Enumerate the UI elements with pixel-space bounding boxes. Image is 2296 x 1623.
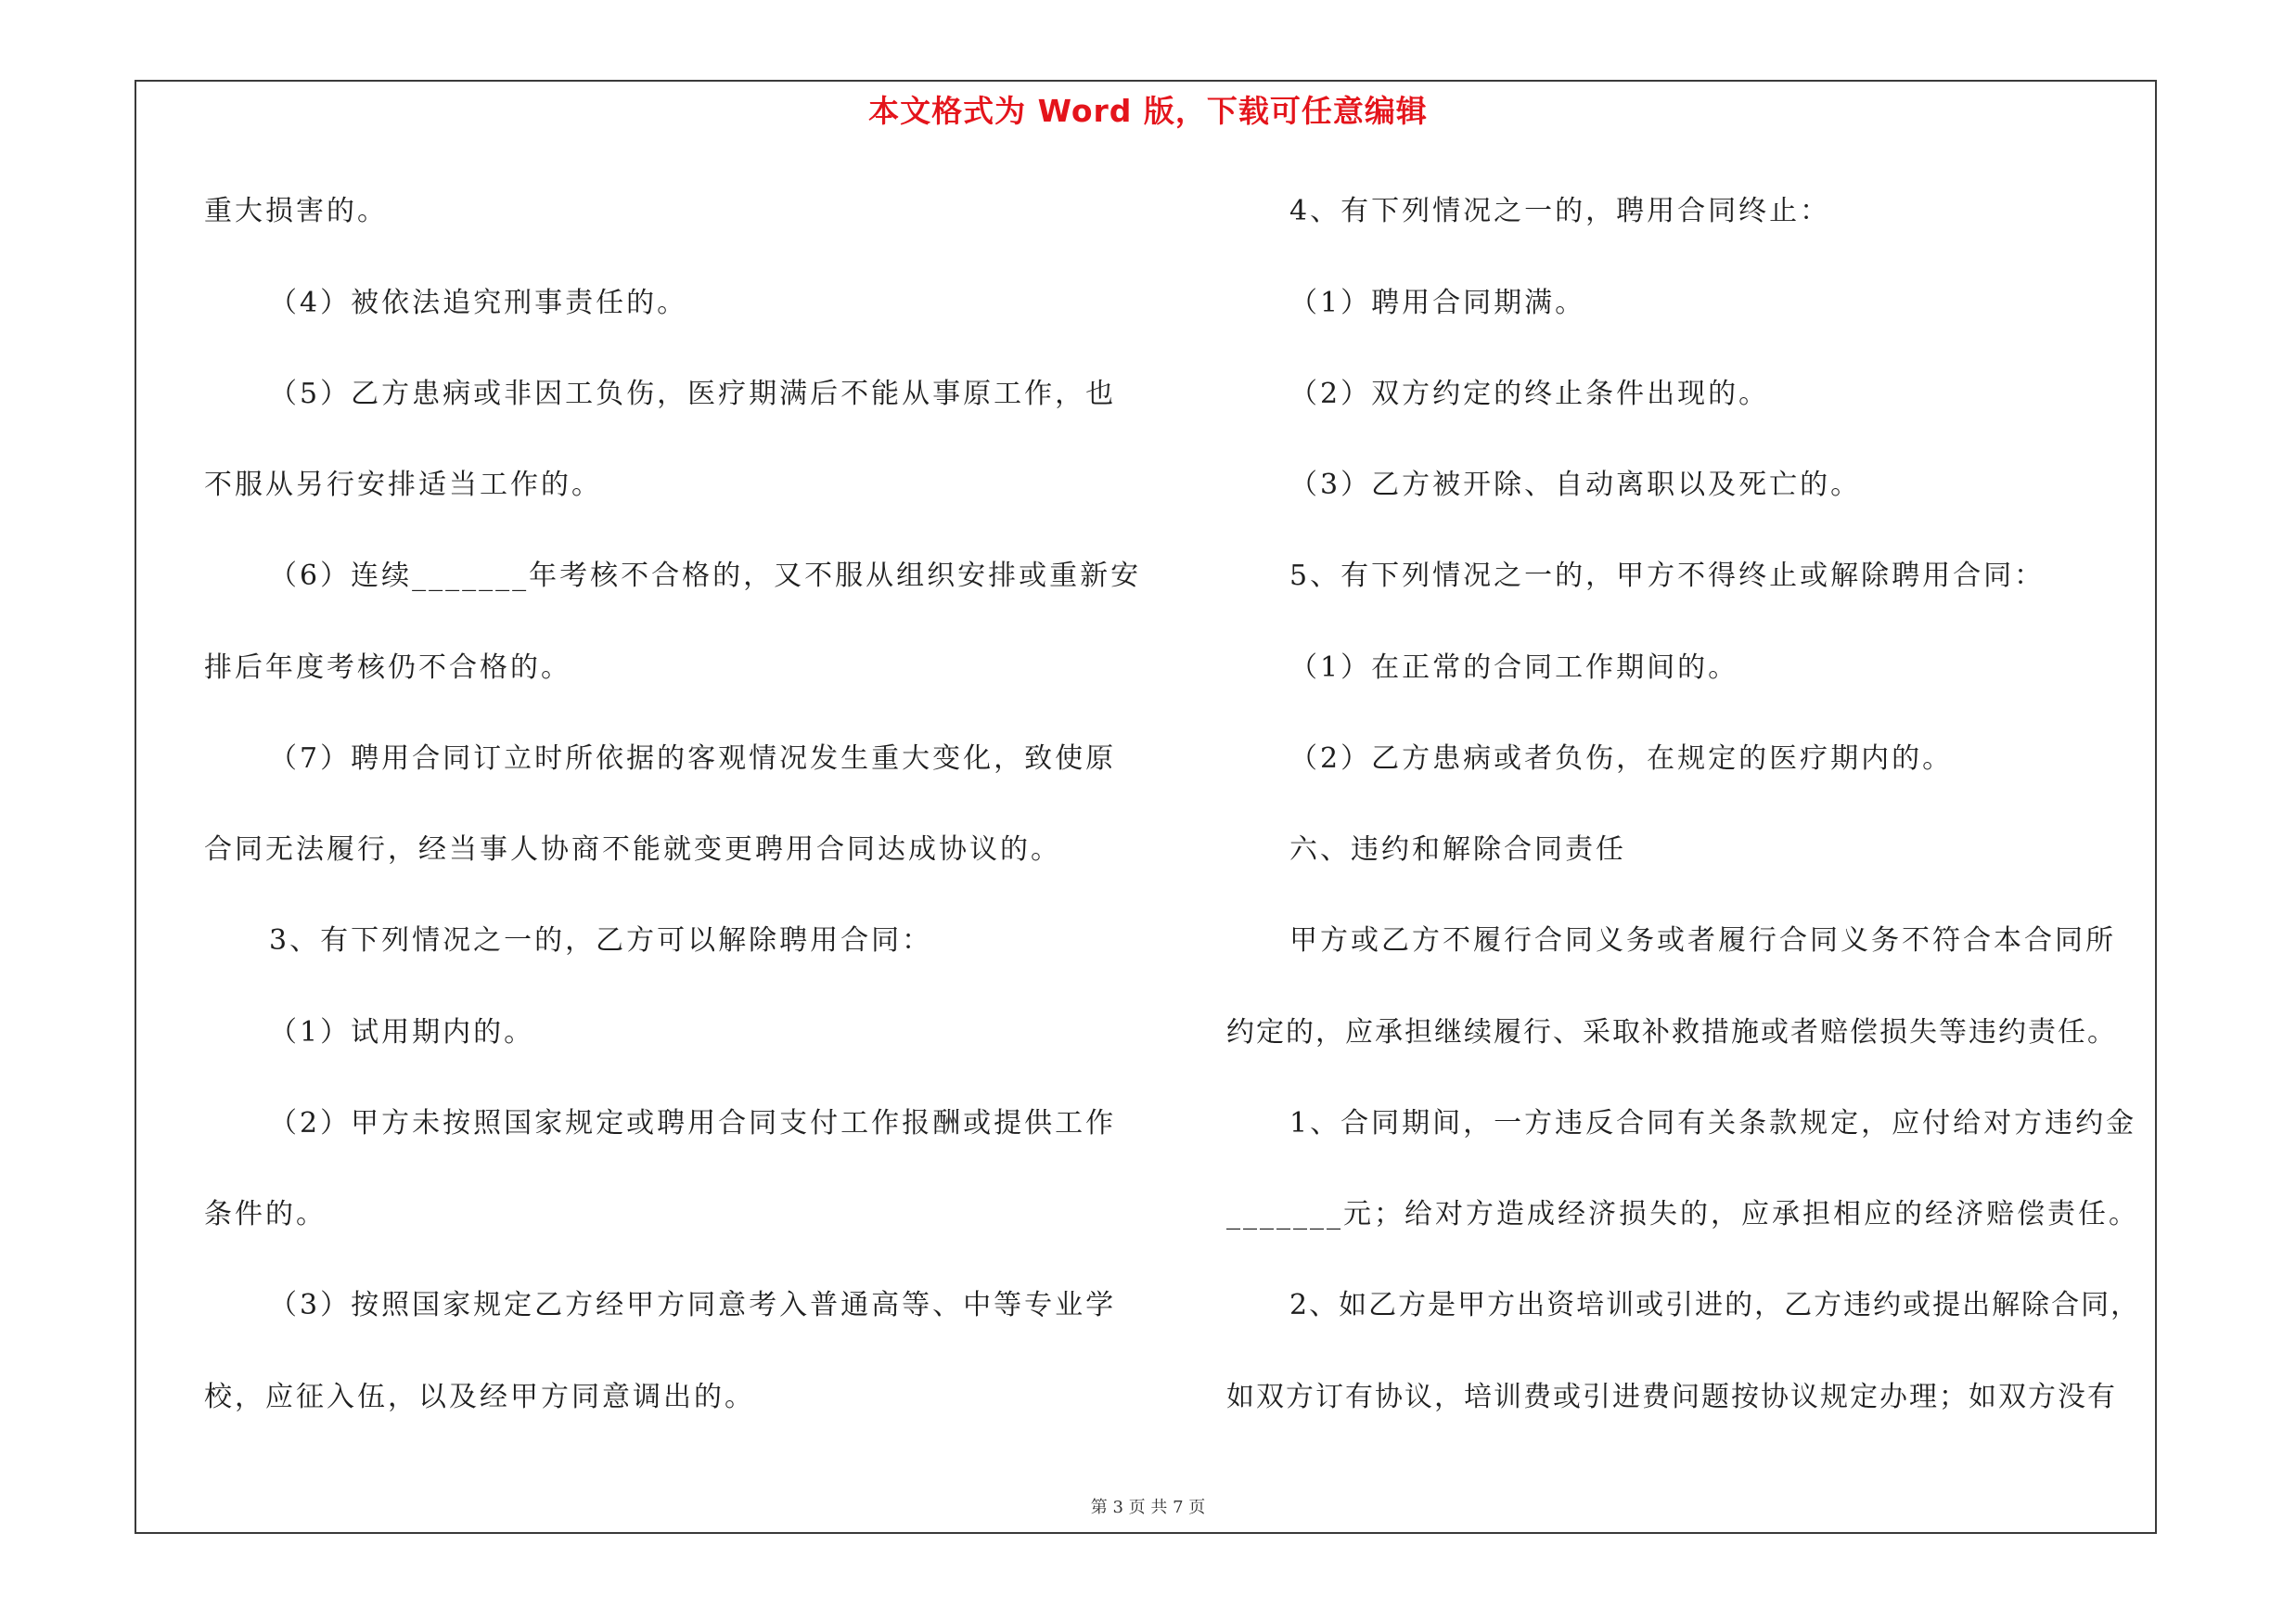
right-line-1: 4、有下列情况之一的，聘用合同终止： — [1289, 195, 1831, 227]
right-line-13: 2、如乙方是甲方出资培训或引进的，乙方违约或提出解除合同， — [1289, 1289, 2141, 1321]
right-line-9: 甲方或乙方不履行合同义务或者履行合同义务不符合本合同所 — [1289, 924, 2116, 957]
left-line-3: （5）乙方患病或非因工负伤，医疗期满后不能从事原工作，也 — [269, 378, 1117, 410]
left-line-8: 合同无法履行，经当事人协商不能就变更聘用合同达成协议的。 — [204, 833, 1061, 866]
right-line-7: （2）乙方患病或者负伤，在规定的医疗期内的。 — [1289, 742, 1954, 775]
right-line-10: 约定的，应承担继续履行、采取补救措施或者赔偿损失等违约责任。 — [1226, 1016, 2117, 1049]
right-line-12: _______元；给对方造成经济损失的，应承担相应的经济赔偿责任。 — [1226, 1198, 2139, 1230]
left-line-5: （6）连续_______年考核不合格的，又不服从组织安排或重新安 — [269, 560, 1142, 592]
left-line-11: （2）甲方未按照国家规定或聘用合同支付工作报酬或提供工作 — [269, 1107, 1117, 1140]
right-line-6: （1）在正常的合同工作期间的。 — [1289, 651, 1739, 684]
right-line-5: 5、有下列情况之一的，甲方不得终止或解除聘用合同： — [1289, 560, 2046, 592]
left-line-13: （3）按照国家规定乙方经甲方同意考入普通高等、中等专业学 — [269, 1289, 1117, 1321]
word-format-banner: 本文格式为 Word 版，下载可任意编辑 — [868, 93, 1428, 129]
left-line-2: （4）被依法追究刑事责任的。 — [269, 287, 688, 319]
left-line-14: 校，应征入伍，以及经甲方同意调出的。 — [204, 1381, 755, 1413]
right-line-11: 1、合同期间，一方违反合同有关条款规定，应付给对方违约金 — [1289, 1107, 2137, 1140]
left-line-9: 3、有下列情况之一的，乙方可以解除聘用合同： — [269, 924, 933, 957]
right-line-14: 如双方订有协议，培训费或引进费问题按协议规定办理；如双方没有 — [1226, 1381, 2117, 1413]
left-line-7: （7）聘用合同订立时所依据的客观情况发生重大变化，致使原 — [269, 742, 1117, 775]
page-number-footer: 第 3 页 共 7 页 — [1090, 1498, 1206, 1517]
right-line-4: （3）乙方被开除、自动离职以及死亡的。 — [1289, 469, 1862, 501]
right-line-8: 六、违约和解除合同责任 — [1289, 833, 1626, 866]
left-line-1: 重大损害的。 — [204, 195, 388, 227]
left-line-10: （1）试用期内的。 — [269, 1016, 535, 1049]
left-line-12: 条件的。 — [204, 1198, 327, 1230]
right-line-3: （2）双方约定的终止条件出现的。 — [1289, 378, 1770, 410]
right-line-2: （1）聘用合同期满。 — [1289, 287, 1586, 319]
left-line-6: 排后年度考核仍不合格的。 — [204, 651, 571, 684]
left-line-4: 不服从另行安排适当工作的。 — [204, 469, 602, 501]
